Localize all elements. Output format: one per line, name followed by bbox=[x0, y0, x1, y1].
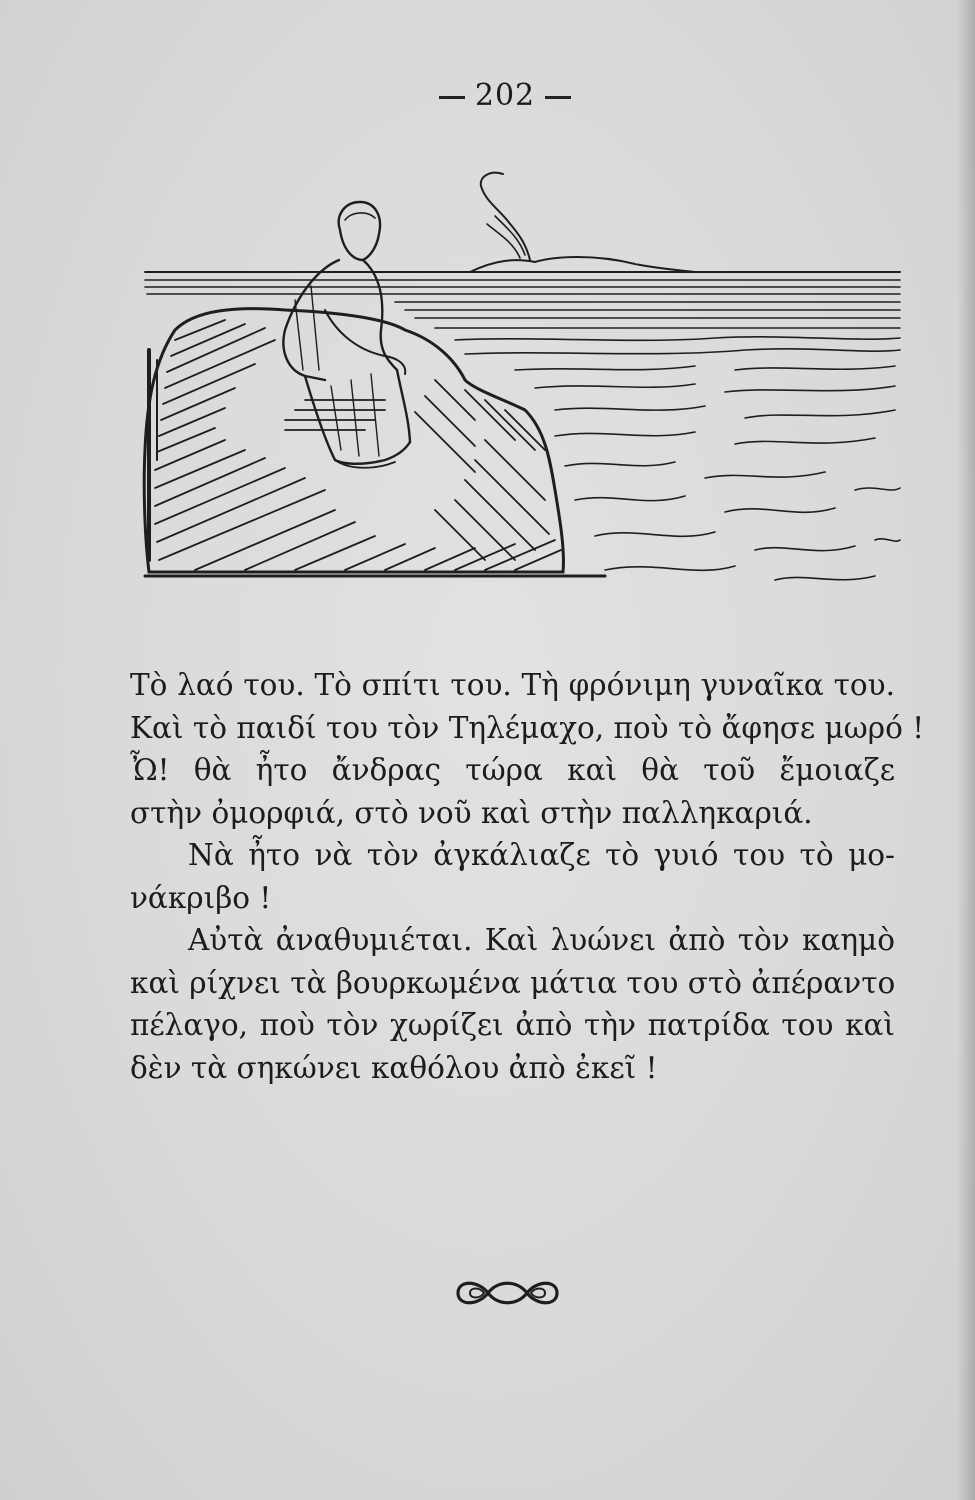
knot-ornament-icon bbox=[450, 1270, 565, 1316]
text-line: Καὶ τὸ παιδί του τὸν Τηλέμαχο, ποὺ τὸ ἄφησε μωρό ! bbox=[130, 710, 925, 745]
dash-left bbox=[439, 96, 465, 99]
page-edge-shadow bbox=[957, 0, 975, 1500]
text-line: στὴν ὀμορφιά, στὸ νοῦ καὶ στὴν παλληκαριά. bbox=[130, 795, 813, 830]
text-line: νάκριβο ! bbox=[130, 880, 272, 915]
page-number-text: 202 bbox=[474, 78, 536, 113]
text-line: δὲν τὰ σηκώνει καθόλου ἀπὸ ἐκεῖ ! bbox=[130, 1050, 658, 1085]
text-line: Αὐτὰ ἀναθυμιέται. Καὶ λυώνει ἀπὸ τὸν καημὸ bbox=[188, 923, 895, 957]
text-line: Νὰ ἦτο νὰ τὸν ἀγκάλιαζε τὸ γυιό του τὸ μο- bbox=[188, 838, 895, 872]
page-number bbox=[0, 78, 975, 113]
text-line: πέλαγο, ποὺ τὸν χωρίζει ἀπὸ τὴν πατρίδα του καὶ bbox=[130, 1008, 895, 1042]
body-text bbox=[130, 664, 925, 1089]
text-line: καὶ ρίχνει τὰ βουρκωμένα μάτια του στὸ ἀπέραντο bbox=[130, 965, 896, 1000]
sea-illustration bbox=[135, 160, 905, 600]
text-line: Τὸ λαό του. Τὸ σπίτι του. Τὴ φρόνιμη γυναῖκα του. bbox=[130, 668, 895, 702]
text-line: Ὦ! θὰ ἦτο ἄνδρας τώρα καὶ θὰ τοῦ ἔμοιαζε bbox=[130, 753, 895, 787]
dash-right bbox=[545, 96, 571, 99]
